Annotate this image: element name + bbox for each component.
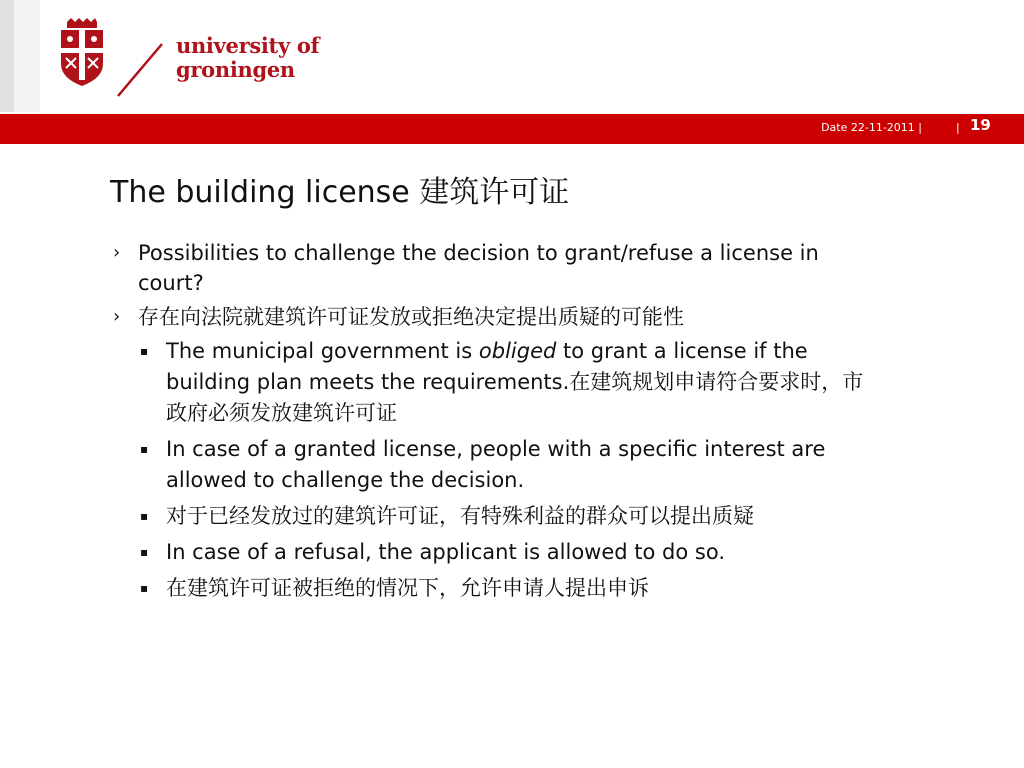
bullet-text: 存在向法院就建筑许可证发放或拒绝决定提出质疑的可能性 xyxy=(138,305,684,329)
sub-bullet-item xyxy=(110,336,870,429)
sub-bullet-item xyxy=(110,573,870,604)
sub-bullet-text-after: to grant a license if the building plan meets the requirements.在建筑规划申请符合要求时，市政府必须发放建筑许可证 xyxy=(166,339,864,425)
bullet-item xyxy=(110,238,870,298)
university-crest-icon xyxy=(57,18,107,88)
square-bullet-icon: ▪ xyxy=(140,545,149,559)
chevron-right-icon: › xyxy=(113,306,121,327)
university-logo-text xyxy=(176,34,319,82)
square-bullet-icon: ▪ xyxy=(140,509,149,523)
bullet-item xyxy=(110,302,870,332)
sub-bullet-text-before: The municipal government is xyxy=(166,339,479,363)
sub-bullet-text: In case of a granted license, people with a specific interest are allowed to challenge the decision. xyxy=(166,437,826,492)
square-bullet-icon: ▪ xyxy=(140,442,149,456)
footer-separator: | xyxy=(956,121,960,134)
sub-bullet-item xyxy=(110,501,870,532)
chevron-right-icon: › xyxy=(113,242,121,263)
sub-bullet-text: 对于已经发放过的建筑许可证，有特殊利益的群众可以提出质疑 xyxy=(166,504,754,528)
left-decor-band-light xyxy=(14,0,40,112)
emphasis-text: obliged xyxy=(478,339,557,363)
square-bullet-icon: ▪ xyxy=(140,581,149,595)
sub-bullet-text: 在建筑许可证被拒绝的情况下，允许申请人提出申诉 xyxy=(166,576,649,600)
logo-line-2: groningen xyxy=(176,57,295,82)
left-decor-band xyxy=(0,0,14,112)
slide-title: The building license 建筑许可证 xyxy=(110,175,570,210)
square-bullet-icon: ▪ xyxy=(140,344,149,358)
sub-bullet-item xyxy=(110,434,870,496)
bullet-list xyxy=(110,238,870,332)
page-number: 19 xyxy=(970,116,991,134)
logo-slash-icon xyxy=(112,40,172,100)
sub-bullet-list xyxy=(110,336,870,604)
logo-line-1: university of xyxy=(176,33,320,58)
sub-bullet-text: In case of a refusal, the applicant is allowed to do so. xyxy=(166,540,725,564)
sub-bullet-item xyxy=(110,537,870,568)
bullet-text: Possibilities to challenge the decision to grant/refuse a license in court? xyxy=(138,241,819,295)
slide-date: Date 22-11-2011 | xyxy=(821,121,922,134)
slide-content xyxy=(110,238,870,609)
